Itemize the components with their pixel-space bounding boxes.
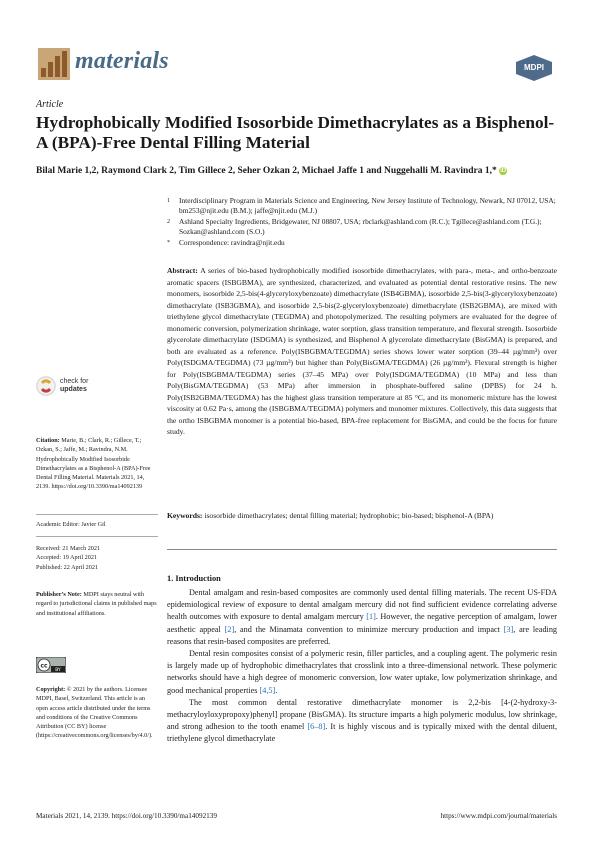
correspondence-text: Correspondence: ravindra@njit.edu — [179, 238, 285, 247]
citation-link[interactable]: [4,5] — [259, 685, 276, 695]
publisher-note — [36, 590, 158, 618]
affiliation-item — [167, 238, 557, 248]
publisher-logo-text: MDPI — [524, 63, 544, 72]
copyright-text: © 2021 by the authors. Licensee MDPI, Basel, Switzerland. This article is an open access article distributed under the terms and conditions of the Creative Commons Attribution (CC BY) license (https://creativecommons.org/licenses/by/4.0/). — [36, 686, 153, 740]
affiliation-number: * — [167, 240, 170, 246]
abstract-text: A series of bio-based hydrophobically modified isosorbide dimethacrylates, with para-, meta-, and ortho-benzoate aromatic spacers (ISBGBMA), are synthesized, characterized, and evaluated as potential dental restorative resins. The new monomers, isosorbide 2,5-bis(4-glyceryloxybenzoate) dimethacrylate (ISB4GBMA), isosorbide 2,5-bis(3-glyceryloxybenzoate) dimethacrylate (ISB3GBMA), and isosorbide 2,5-bis(2-glyceryloxybenzoate) dimethacrylate (ISB2GBMA), are mixed with triethylene glycol dimethacrylate (TEGDMA) and photopolymerized. The resulting polymers are evaluated for the degree of monomeric conversion, polymerization shrinkage, water sorption, glass transition temperature, and flexural strength. Isosorbide glycerolate dimethacrylate (ISDGMA) is synthesized, and Bisphenol A glycerolate dimethacrylate (BisGMA) is prepared, and both are evaluated as a reference. Poly(ISBGBMA/TEGDMA) series shows lower water sorption (39–44 µg/mm³) over Poly(ISDGMA/TEGDMA) (73 µg/mm³) but higher than Poly(BisGMA/TEGDMA) (26 µg/mm³). Flexural strength is higher for Poly(ISBGBMA/TEGDMA) series (37–45 MPa) over Poly(ISDGMA/TEGDMA) (10 MPa) and less than Poly(BisGMA/TEGDMA) (53 MPa) after immersion in phosphate-buffered saline (DPBS) for 24 h. Poly(ISB2GBMA/TEGDMA) has the highest glass transition temperature at 85 °C, and its monomeric mixture has the lowest viscosity at 0.62 Pa·s, among the (ISBGBMA/TEGDMA) polymers and monomer mixtures. Collectively, this data suggests that the ortho ISBGBMA monomer is a potential bio-based, BPA-free replacement for BisGMA, and could be the focus for future study. — [167, 266, 558, 436]
divider — [36, 514, 158, 515]
check-updates-icon — [36, 376, 56, 396]
citation-link[interactable]: [1] — [366, 612, 376, 622]
citation-block — [36, 436, 158, 492]
dates-block — [36, 544, 158, 572]
date-published: Published: 22 April 2021 — [36, 563, 99, 571]
divider — [36, 536, 158, 537]
abstract — [167, 265, 557, 438]
journal-name[interactable]: materials — [75, 48, 169, 74]
keywords — [167, 510, 557, 522]
date-accepted: Accepted: 19 April 2021 — [36, 554, 98, 562]
keywords-label: Keywords: — [167, 511, 203, 520]
publisher-note-label: Publisher’s Note: — [36, 591, 82, 598]
paragraph: The most common dental restorative dimethacrylate monomer is 2,2-bis [4-(2-hydroxy-3-methacryloyloxypropoxy)phenyl] propane (BisGMA). Its structure imparts a high polymeric modulus, low shrinkage, and strong adhesion to the tooth enamel [6–8]. It is highly viscous and is typically mixed with the dental diluent, triethylene glycol dimethacrylate — [167, 697, 557, 744]
citation-label: Citation: — [36, 437, 60, 444]
author-list — [36, 166, 556, 176]
footer-citation[interactable]: Materials 2021, 14, 2139. https://doi.org/10.3390/ma14092139 — [36, 812, 217, 820]
citation-link[interactable]: [2] — [224, 624, 235, 634]
introduction-body — [167, 587, 557, 746]
paper-title: Hydrophobically Modified Isosorbide Dimethacrylates as a Bisphenol-A (BPA)-Free Dental Filling Material — [36, 113, 555, 152]
check-updates-line1: check for — [60, 378, 89, 385]
abstract-label: Abstract: — [167, 266, 198, 275]
paragraph: Dental resin composites consist of a polymeric resin, filler particles, and a coupling agent. The polymeric resin is largely made up of hydrophobic dimethacrylates that crosslink into a three-dimensional network. These polymeric networks should have a high degree of monomeric conversion, low water uptake, low polymerization shrinkage, and good mechanical properties [4,5]. — [167, 649, 557, 695]
author-names: Bilal Marie 1,2, Raymond Clark 2, Tim Gillece 2, Seher Ozkan 2, Michael Jaffe 1 and Nuggehalli M. Ravindra 1,* — [36, 166, 497, 176]
copyright-label: Copyright: — [36, 686, 66, 693]
section-heading: 1. Introduction — [167, 574, 221, 583]
affiliation-text: Interdisciplinary Program in Materials Science and Engineering, New Jersey Institute of Technology, Newark, NJ 07012, USA; bm253@njit.edu (B.M.); jaffe@njit.edu (M.J.) — [179, 196, 556, 215]
citation-link[interactable]: [3] — [503, 624, 514, 634]
keywords-text: isosorbide dimethacrylates; dental filling material; hydrophobic; bio-based; bisphenol-A (BPA) — [204, 511, 494, 520]
journal-logo — [38, 48, 70, 80]
affiliation-text: Ashland Specialty Ingredients, Bridgewater, NJ 08807, USA; rbclark@ashland.com (R.C.); Tgillece@ashland.com (T.G.); Sozkan@ashland.com (S.O.) — [179, 217, 542, 236]
date-received: Received: 21 March 2021 — [36, 545, 101, 552]
copyright-block — [36, 685, 158, 741]
academic-editor: Academic Editor: Javier Gil — [36, 521, 106, 528]
affiliation-item — [167, 217, 557, 237]
publisher-note-text: MDPI stays neutral with regard to jurisdictional claims in published maps and institutional affiliations. — [36, 591, 157, 617]
svg-text:BY: BY — [55, 668, 61, 673]
svg-text:cc: cc — [40, 662, 48, 670]
orcid-icon[interactable]: iD — [500, 168, 507, 174]
divider — [167, 549, 557, 550]
affiliations — [167, 196, 557, 249]
publisher-logo[interactable] — [516, 55, 552, 81]
check-for-updates-button[interactable] — [36, 376, 151, 400]
citation-link[interactable]: [6–8] — [307, 722, 326, 732]
affiliation-number: 2 — [167, 219, 170, 225]
affiliation-item — [167, 196, 557, 216]
affiliation-number: 1 — [167, 198, 170, 204]
check-updates-line2: updates — [60, 386, 87, 393]
page-footer — [36, 812, 557, 820]
check-updates-text — [60, 378, 88, 394]
cc-license-icon[interactable] — [36, 657, 66, 673]
article-type: Article — [36, 99, 64, 110]
footer-journal-url[interactable]: https://www.mdpi.com/journal/materials — [440, 812, 557, 820]
citation-text: Marie, B.; Clark, R.; Gillece, T.; Ozkan, S.; Jaffe, M.; Ravindra, N.M. Hydrophobically Modified Isosorbide Dimethacrylates as a Bisphenol-A (BPA)-Free Dental Filling Material. Materials 2021, 14, 2139. https://doi.org/10.3390/ma14092139 — [36, 437, 151, 491]
paragraph: Dental amalgam and resin-based composites are commonly used dental filling materials. The recent US-FDA epidemiological review of exposure to dental amalgam mercury did not find sufficient evidence correlating adverse health outcomes with exposure to dental amalgam mercury [1]. However, the negative perception of amalgam, lower aesthetic appeal [2], and the Minamata convention to minimize mercury production and impact [3], are leading reasons that resin-based composites are preferred. — [167, 588, 558, 646]
